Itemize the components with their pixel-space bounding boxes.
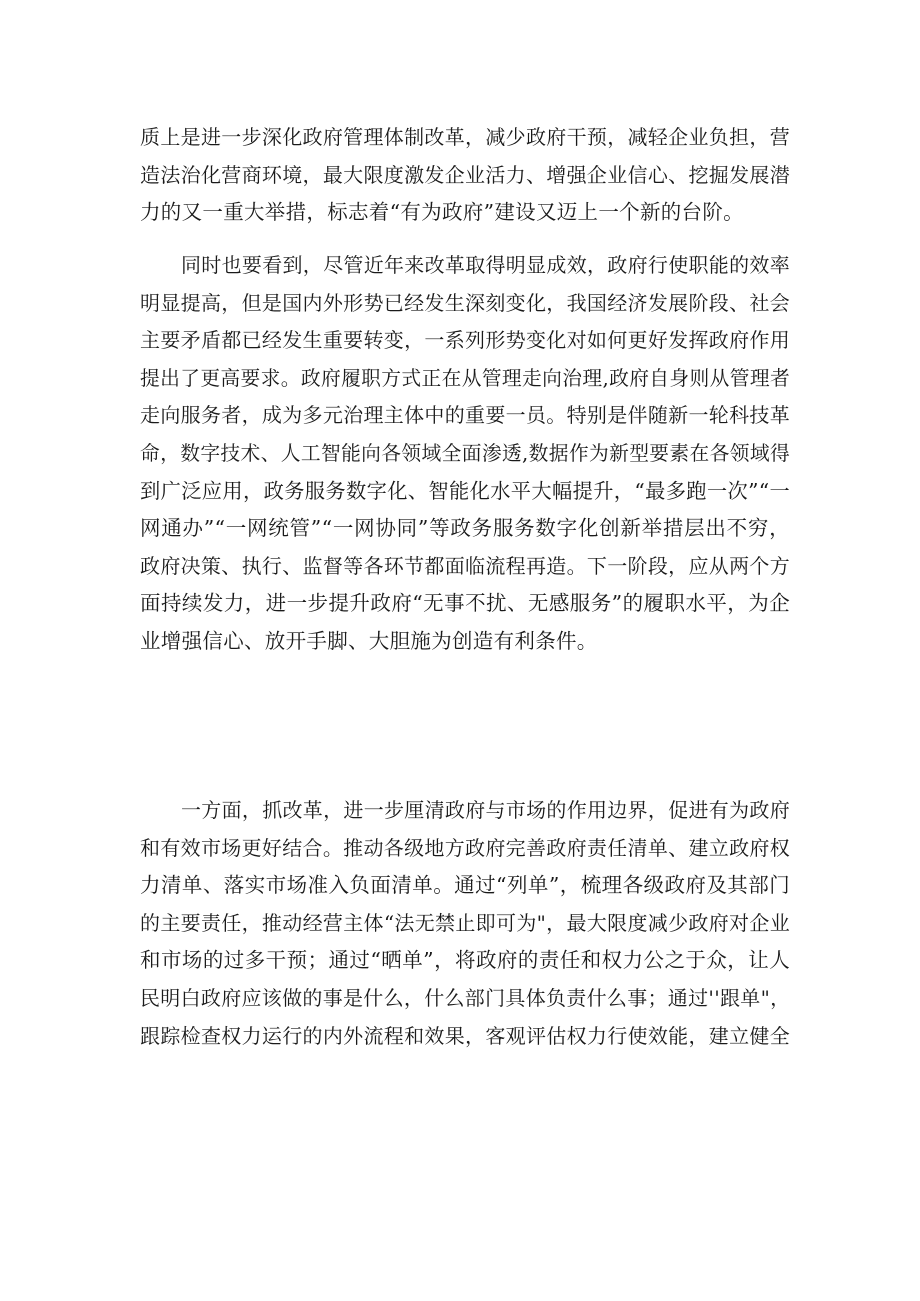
text-line: 同时也要看到，尽管近年来改革取得明显成效，政府行使职能的效率	[181, 253, 790, 277]
text-line: 明显提高，但是国内外形势已经发生深刻变化，我国经济发展阶段、社会	[140, 290, 790, 315]
paragraph-3	[140, 792, 790, 1055]
text-line: 政府决策、执行、监督等各环节都面临流程再造。下一阶段，应从两个方	[140, 553, 790, 578]
text-line: 跟踪检查权力运行的内外流程和效果，客观评估权力行使效能，建立健全	[140, 1023, 790, 1048]
text-line: 到广泛应用，政务服务数字化、智能化水平大幅提升，“最多跑一次”“一	[140, 478, 790, 503]
text-line: 和市场的过多干预；通过“晒单”，将政府的责任和权力公之于众，让人	[140, 948, 790, 973]
text-line: 提出了更高要求。政府履职方式正在从管理走向治理,政府自身则从管理者	[140, 366, 790, 390]
text-line: 面持续发力，进一步提升政府“无事不扰、无感服务”的履职水平，为企	[140, 591, 790, 616]
text-line: 网通办”“一网统管”“一网协同”等政务服务数字化创新举措层出不穷，	[140, 516, 790, 541]
text-line: 的主要责任，推动经营主体“法无禁止即可为"，最大限度减少政府对企业	[140, 910, 790, 935]
text-line: 和有效市场更好结合。推动各级地方政府完善政府责任清单、建立政府权	[140, 835, 790, 860]
text-line: 走向服务者，成为多元治理主体中的重要一员。特别是伴随新一轮科技革	[140, 403, 790, 428]
text-line: 造法治化营商环境，最大限度激发企业活力、增强企业信心、挖掘发展潜	[140, 162, 790, 187]
text-line: 力清单、落实市场准入负面清单。通过“列单”，梳理各级政府及其部门	[140, 873, 790, 898]
text-line: 主要矛盾都已经发生重要转变，一系列形势变化对如何更好发挥政府作用	[140, 328, 790, 353]
paragraph-1	[140, 119, 790, 232]
text-line: 业增强信心、放开手脚、大胆施为创造有利条件。	[140, 628, 598, 653]
text-line: 命，数字技术、人工智能向各领域全面渗透,数据作为新型要素在各领域得	[140, 441, 790, 465]
body-text	[140, 792, 790, 1055]
paragraph-2	[140, 247, 790, 661]
text-line: 质上是进一步深化政府管理体制改革，减少政府干预，减轻企业负担，营	[140, 125, 790, 149]
text-line: 民明白政府应该做的事是什么，什么部门具体负责什么事；通过''跟单"，	[140, 985, 791, 1010]
body-text	[140, 119, 790, 232]
body-text	[140, 247, 790, 661]
text-line: 力的又一重大举措，标志着“有为政府”建设又迈上一个新的台阶。	[140, 200, 744, 225]
text-line: 一方面，抓改革，进一步厘清政府与市场的作用边界，促进有为政府	[181, 798, 790, 822]
